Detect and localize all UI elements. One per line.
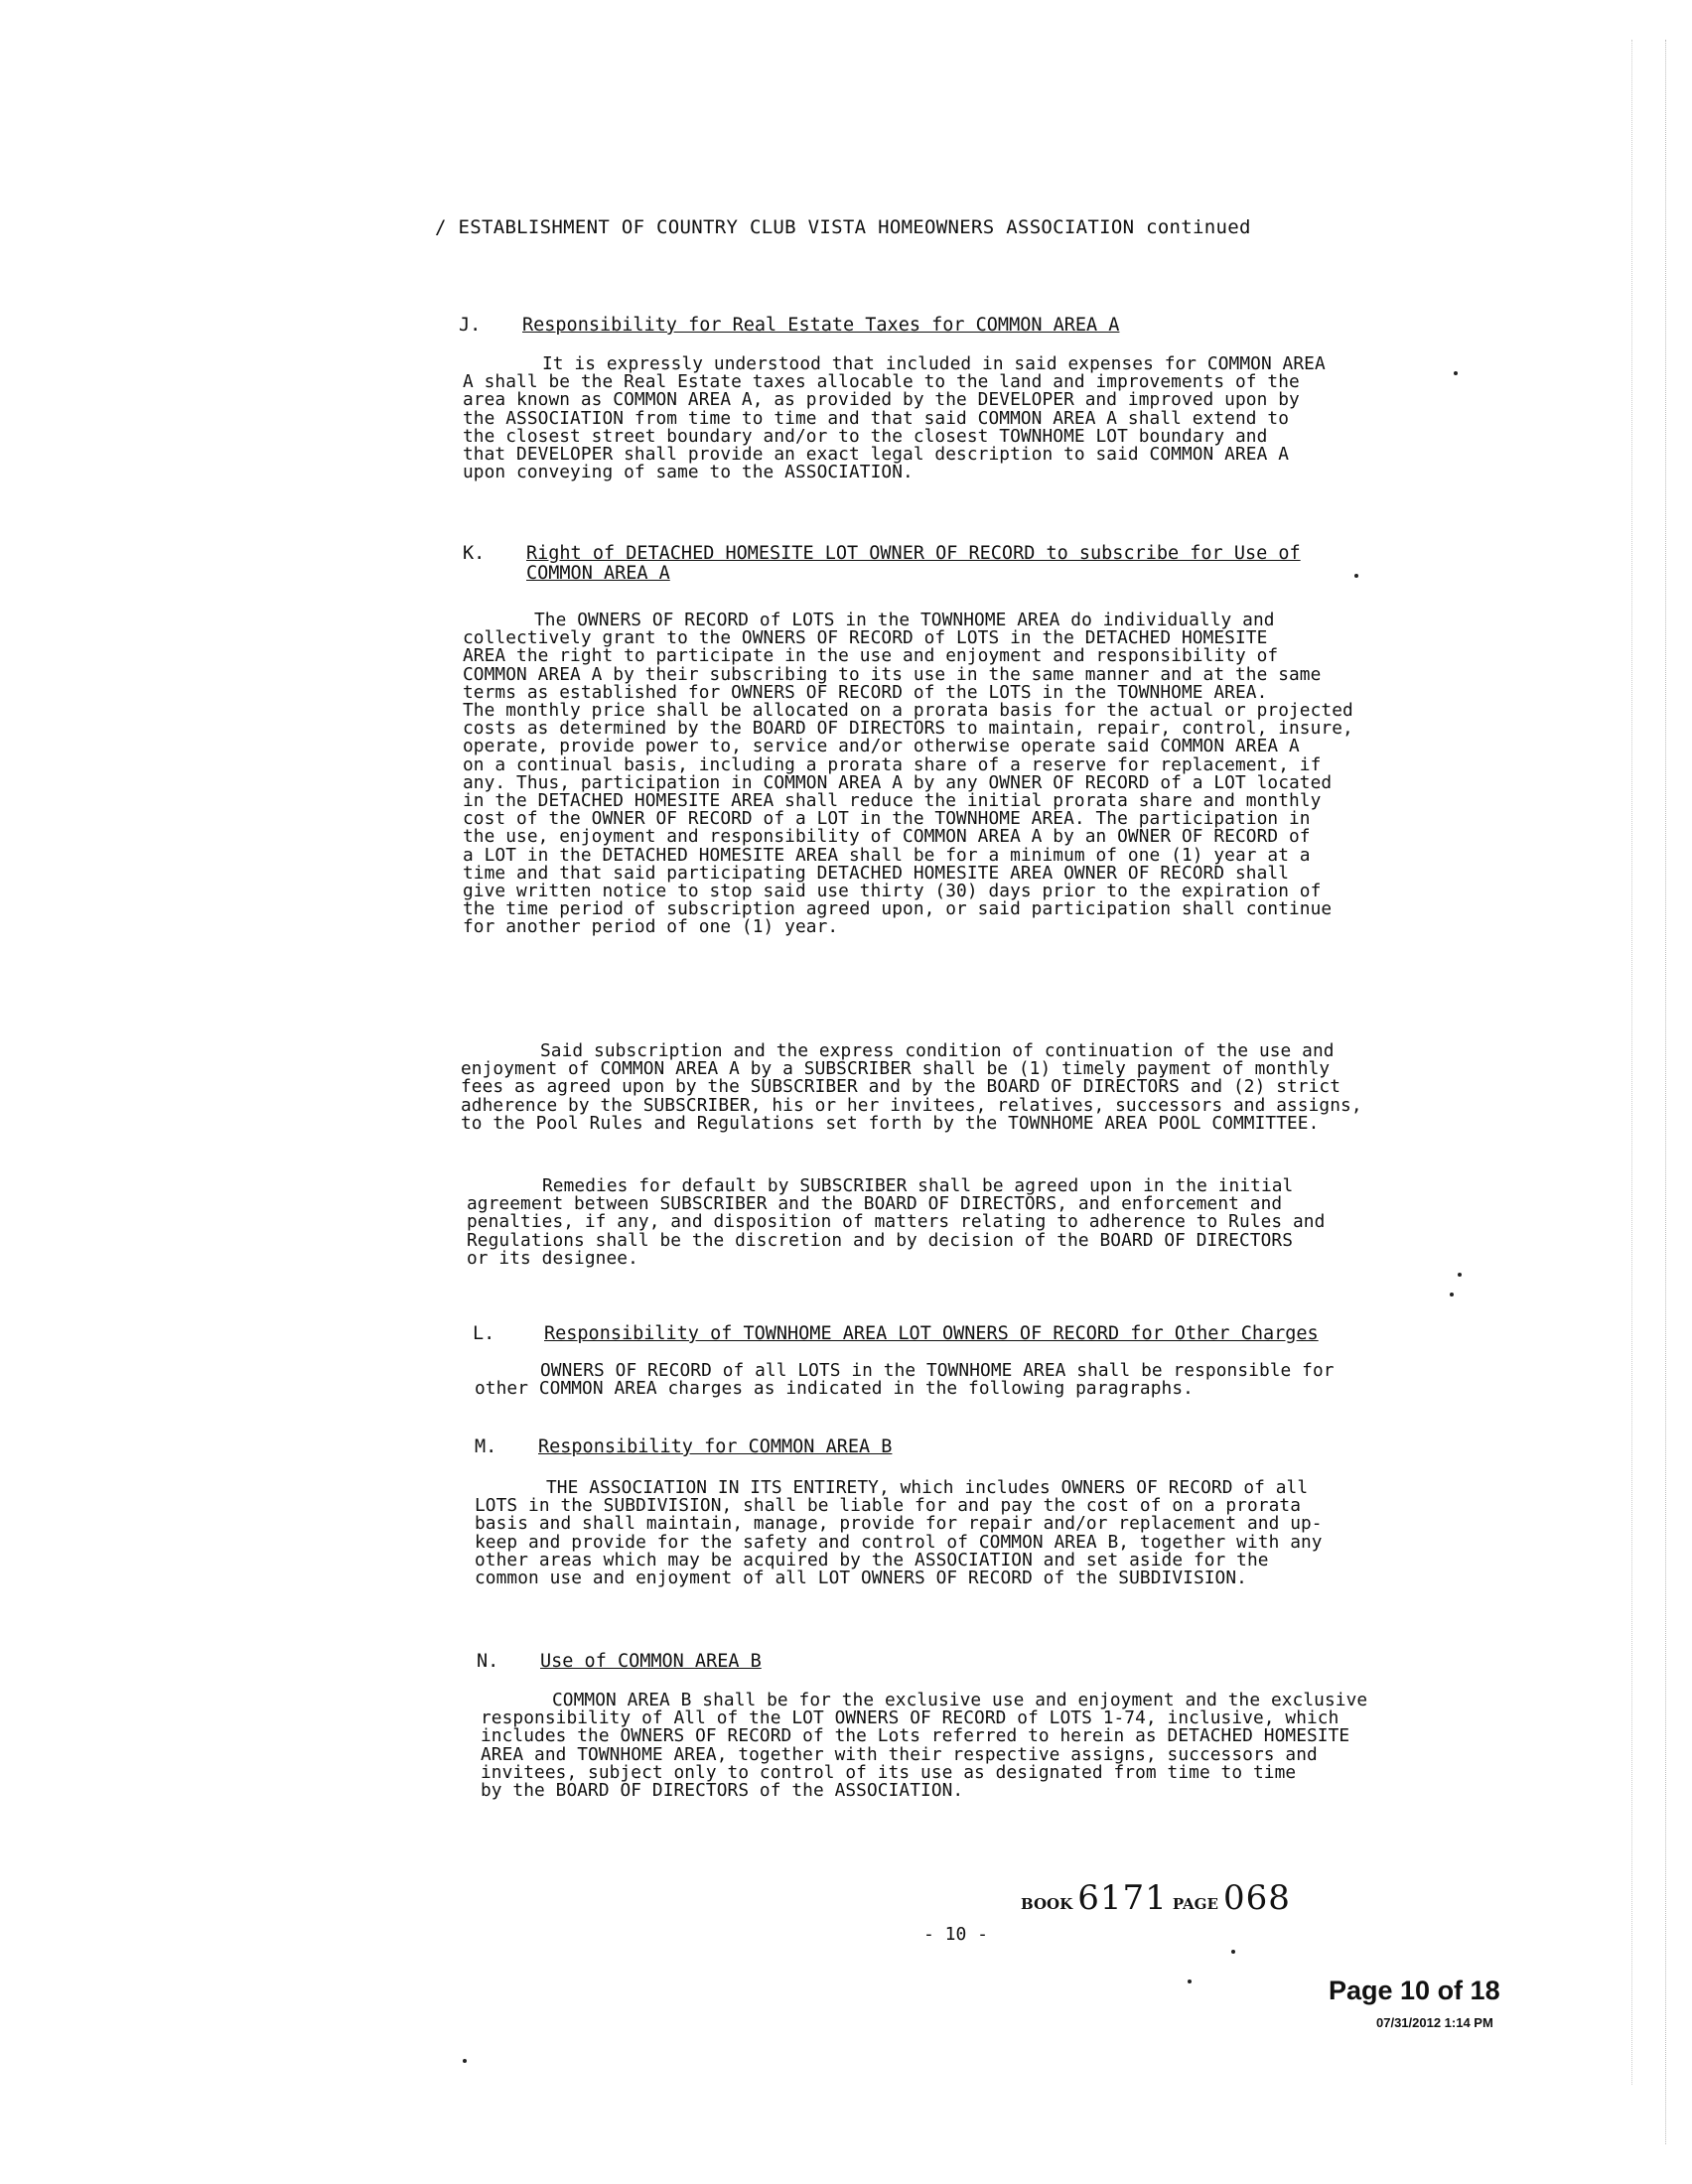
text-line: operate, provide power to, service and/or otherwise operate said COMMON AREA A	[463, 736, 1300, 757]
text-line: COMMON AREA B shall be for the exclusive use and enjoyment and the exclusive	[552, 1690, 1368, 1710]
section-letter: J.	[459, 315, 482, 336]
section-heading-l	[473, 1324, 1319, 1344]
scan-speck	[1458, 1273, 1462, 1277]
text-line: to the Pool Rules and Regulations set forth by the TOWNHOME AREA POOL COMMITTEE.	[461, 1112, 1320, 1134]
text-line: penalties, if any, and disposition of matters relating to adherence to Rules and	[467, 1211, 1326, 1233]
section-heading-j	[459, 316, 1119, 336]
text-line: that DEVELOPER shall provide an exact legal description to said COMMON AREA A	[463, 444, 1290, 466]
section-title: Responsibility for Real Estate Taxes for COMMON AREA A	[522, 315, 1120, 336]
header-tick: /	[435, 216, 459, 238]
text-line: includes the OWNERS OF RECORD of the Lots referred to herein as DETACHED HOMESITE	[481, 1725, 1350, 1747]
paragraph-k-2	[461, 1042, 1404, 1133]
text-line: any. Thus, participation in COMMON AREA A by any OWNER OF RECORD of a LOT located	[463, 771, 1333, 793]
text-line: Remedies for default by SUBSCRIBER shall be agreed upon in the initial	[542, 1175, 1294, 1196]
text-line: time and that said participating DETACHED HOMESITE AREA OWNER OF RECORD shall	[463, 862, 1290, 884]
section-title-continued: COMMON AREA A	[526, 563, 670, 584]
text-line: basis and shall maintain, manage, provide for repair and/or replacement and up-	[475, 1513, 1323, 1535]
section-heading-m	[475, 1437, 892, 1457]
paragraph-l-1	[475, 1362, 1418, 1398]
text-line: Regulations shall be the discretion and by decision of the BOARD OF DIRECTORS	[467, 1229, 1294, 1251]
text-line: the use, enjoyment and responsibility of COMMON AREA A by an OWNER OF RECORD of	[463, 826, 1311, 848]
text-line: the time period of subscription agreed upon, or said participation shall continue	[463, 898, 1333, 920]
text-line: COMMON AREA A by their subscribing to its use in the same manner and at the same	[463, 663, 1322, 685]
text-line: for another period of one (1) year.	[463, 916, 839, 938]
section-title: Right of DETACHED HOMESITE LOT OWNER OF RECORD to subscribe for Use of	[526, 543, 1301, 564]
text-line: costs as determined by the BOARD OF DIRECTORS to maintain, repair, control, insure,	[463, 718, 1353, 740]
text-line: The OWNERS OF RECORD of LOTS in the TOWNHOME AREA do individually and	[534, 610, 1275, 630]
text-line: LOTS in the SUBDIVISION, shall be liable for and pay the cost of on a prorata	[475, 1495, 1302, 1517]
section-heading-k	[463, 544, 1301, 584]
header-text: ESTABLISHMENT OF COUNTRY CLUB VISTA HOMEOWNERS ASSOCIATION continued	[458, 216, 1251, 238]
section-letter: N.	[477, 1651, 499, 1672]
text-line: other areas which may be acquired by the ASSOCIATION and set aside for the	[475, 1549, 1269, 1570]
text-line: THE ASSOCIATION IN ITS ENTIRETY, which includes OWNERS OF RECORD of all	[546, 1477, 1309, 1498]
stamp-page-number: 068	[1223, 1878, 1291, 1918]
text-line: on a continual basis, including a prorata share of a reserve for replacement, if	[463, 753, 1322, 775]
footer-timestamp: 07/31/2012 1:14 PM	[1376, 2015, 1493, 2030]
stamp-book-label: BOOK	[1021, 1895, 1073, 1913]
section-title: Responsibility of TOWNHOME AREA LOT OWNERS OF RECORD for Other Charges	[544, 1323, 1319, 1344]
text-line: The monthly price shall be allocated on a prorata basis for the actual or projected	[463, 700, 1353, 722]
text-line: Said subscription and the express condition of continuation of the use and	[540, 1040, 1335, 1061]
text-line: the closest street boundary and/or to the closest TOWNHOME LOT boundary and	[463, 425, 1268, 447]
text-line: other COMMON AREA charges as indicated in the following paragraphs.	[475, 1378, 1194, 1400]
scan-speck	[1454, 371, 1458, 375]
scan-speck	[463, 2059, 467, 2063]
page-number: - 10 -	[923, 1924, 989, 1945]
scan-speck	[1188, 1979, 1192, 1983]
text-line: by the BOARD OF DIRECTORS of the ASSOCIATION.	[481, 1780, 964, 1802]
text-line: collectively grant to the OWNERS OF RECORD of LOTS in the DETACHED HOMESITE	[463, 627, 1268, 649]
section-title: Use of COMMON AREA B	[540, 1651, 762, 1672]
text-line: invitees, subject only to control of its use as designated from time to time	[481, 1761, 1297, 1783]
scan-speck	[1354, 574, 1358, 578]
paragraph-k-1	[463, 612, 1406, 937]
paragraph-n-1	[481, 1692, 1424, 1800]
text-line: in the DETACHED HOMESITE AREA shall reduce the initial prorata share and monthly	[463, 790, 1322, 812]
text-line: A shall be the Real Estate taxes allocable to the land and improvements of the	[463, 371, 1300, 393]
paragraph-k-3	[467, 1177, 1410, 1268]
text-line: keep and provide for the safety and control of COMMON AREA B, together with any	[475, 1531, 1323, 1553]
stamp-page-label: PAGE	[1172, 1895, 1218, 1913]
text-line: cost of the OWNER OF RECORD of a LOT in the TOWNHOME AREA. The participation in	[463, 808, 1311, 830]
paragraph-m-1	[475, 1479, 1418, 1587]
text-line: the ASSOCIATION from time to time and that said COMMON AREA A shall extend to	[463, 407, 1290, 429]
text-line: a LOT in the DETACHED HOMESITE AREA shall be for a minimum of one (1) year at a	[463, 844, 1311, 866]
scan-speck	[1450, 1293, 1454, 1297]
recording-stamp	[1021, 1878, 1291, 1918]
text-line: agreement between SUBSCRIBER and the BOARD OF DIRECTORS, and enforcement and	[467, 1193, 1283, 1215]
text-line: responsibility of All of the LOT OWNERS OF RECORD of LOTS 1-74, inclusive, which	[481, 1707, 1340, 1729]
text-line: adherence by the SUBSCRIBER, his or her invitees, relatives, successors and assigns,	[461, 1094, 1362, 1116]
text-line: or its designee.	[467, 1247, 638, 1269]
text-line: fees as agreed upon by the SUBSCRIBER and by the BOARD OF DIRECTORS and (2) strict	[461, 1076, 1341, 1098]
paragraph-j-1	[463, 355, 1406, 481]
text-line: area known as COMMON AREA A, as provided by the DEVELOPER and improved upon by	[463, 389, 1300, 411]
text-line: common use and enjoyment of all LOT OWNERS OF RECORD of the SUBDIVISION.	[475, 1568, 1247, 1589]
scan-edge-mark	[1663, 40, 1666, 2144]
scan-speck	[1231, 1950, 1235, 1954]
document-header	[435, 216, 1428, 238]
text-line: OWNERS OF RECORD of all LOTS in the TOWNHOME AREA shall be responsible for	[540, 1360, 1335, 1381]
section-title: Responsibility for COMMON AREA B	[538, 1436, 893, 1457]
footer-page-count: Page 10 of 18	[1329, 1976, 1500, 2005]
section-letter: L.	[473, 1323, 495, 1344]
stamp-book-number: 6171	[1077, 1878, 1168, 1918]
scan-edge-mark	[1630, 40, 1632, 2085]
text-line: upon conveying of same to the ASSOCIATION.	[463, 462, 914, 483]
text-line: enjoyment of COMMON AREA A by a SUBSCRIBER shall be (1) timely payment of monthly	[461, 1058, 1331, 1080]
section-letter: M.	[475, 1436, 497, 1457]
text-line: It is expressly understood that included in said expenses for COMMON AREA	[542, 353, 1326, 374]
text-line: give written notice to stop said use thirty (30) days prior to the expiration of	[463, 881, 1322, 902]
text-line: AREA the right to participate in the use and enjoyment and responsibility of	[463, 645, 1279, 667]
section-letter: K.	[463, 543, 486, 564]
section-heading-n	[477, 1652, 762, 1672]
text-line: AREA and TOWNHOME AREA, together with their respective assigns, successors and	[481, 1743, 1318, 1765]
text-line: terms as established for OWNERS OF RECORD of the LOTS in the TOWNHOME AREA.	[463, 681, 1268, 703]
